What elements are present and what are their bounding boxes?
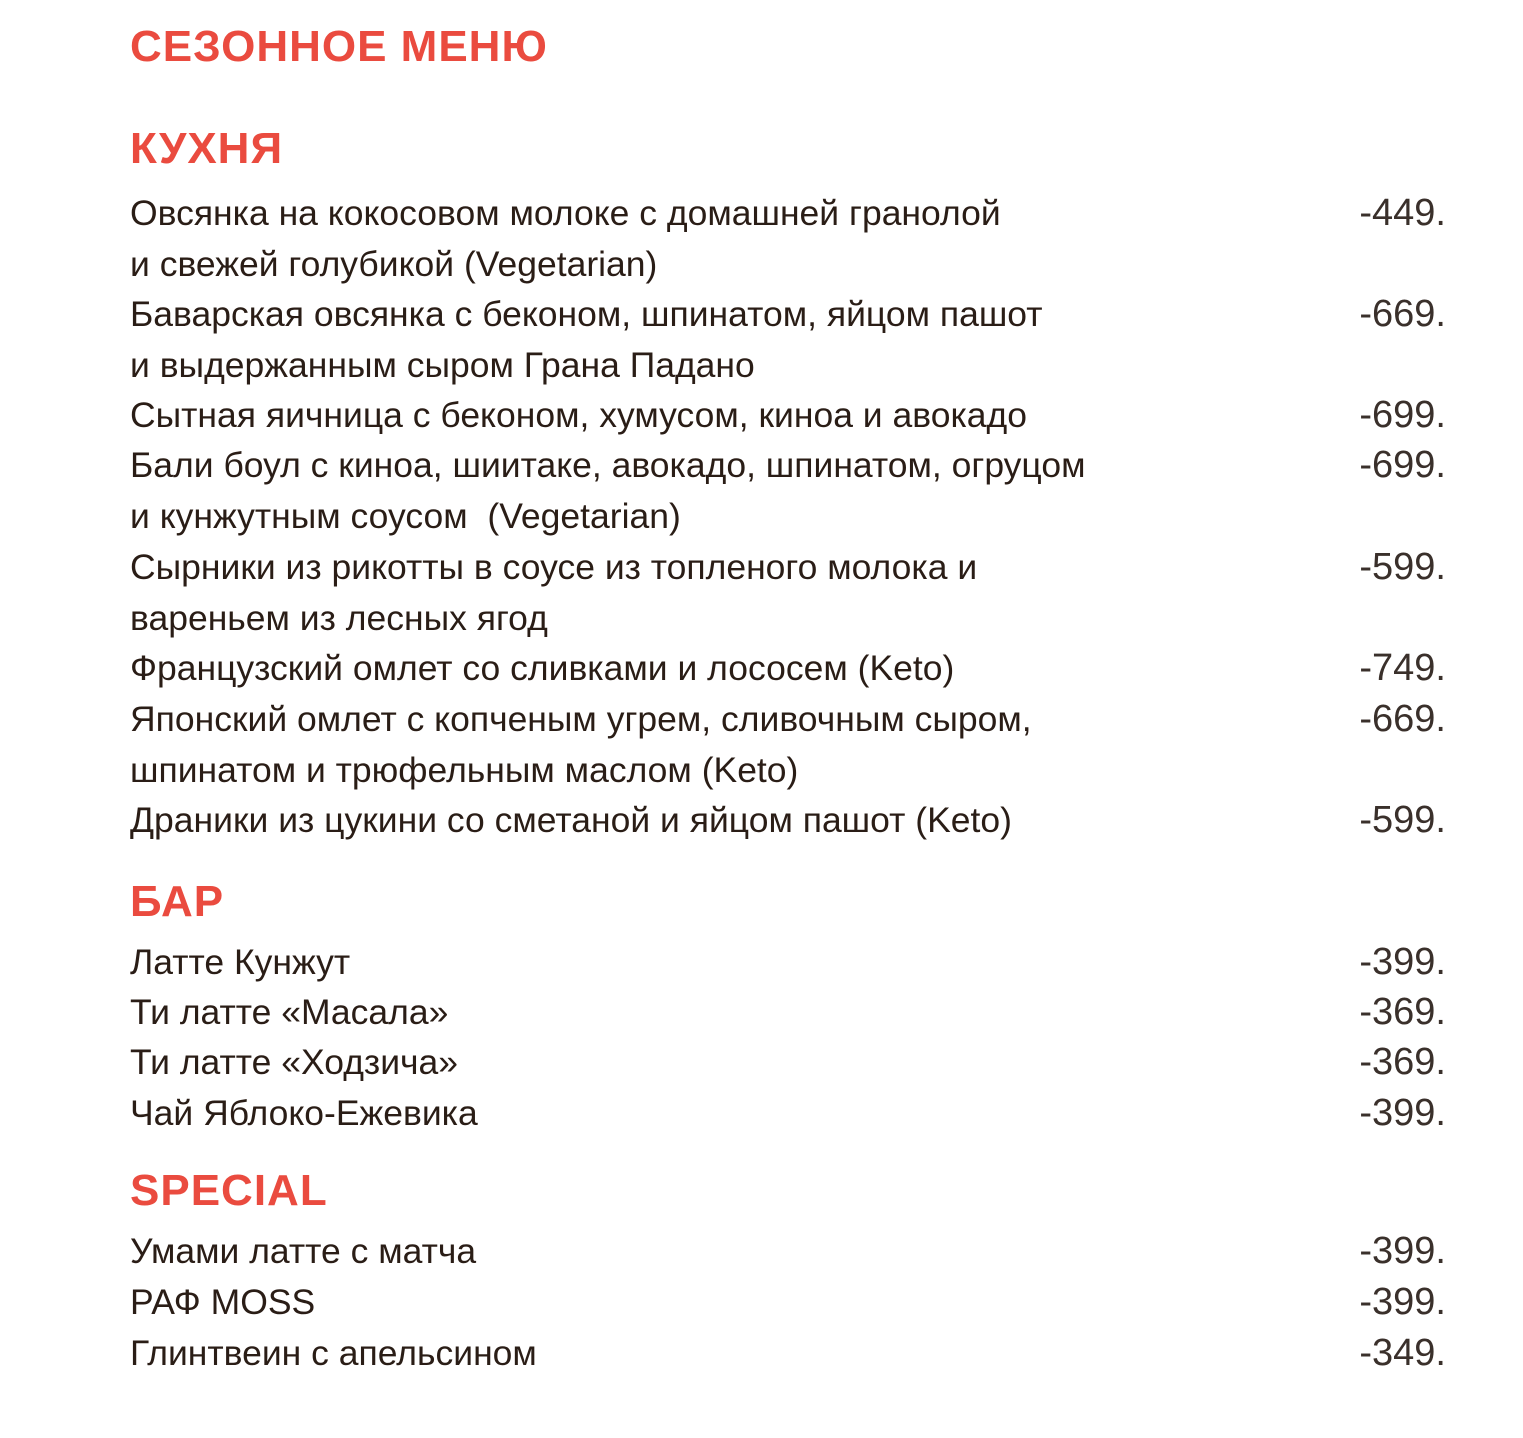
menu-item — [130, 987, 1446, 1038]
menu-item — [130, 694, 1446, 795]
item-price: -399. — [1359, 1092, 1446, 1134]
item-name: Чай Яблоко-Ежевика — [130, 1093, 478, 1133]
menu-item — [130, 1328, 1446, 1379]
item-price: -399. — [1359, 1230, 1446, 1272]
menu-item — [130, 440, 1446, 541]
menu-item — [130, 1088, 1446, 1139]
item-price: -399. — [1359, 1281, 1446, 1323]
item-price: -699. — [1359, 444, 1446, 486]
item-price: -349. — [1359, 1332, 1446, 1374]
item-price: -599. — [1359, 799, 1446, 841]
item-name: Сытная яичница с беконом, хумусом, киноа и авокадо — [130, 395, 1027, 435]
item-name: Французский омлет со сливками и лососем (Keto) — [130, 648, 955, 688]
item-name: Бали боул с киноа, шиитаке, авокадо, шпинатом, огруцом и кунжутным соусом (Vegetarian) — [130, 445, 1086, 536]
menu-item — [130, 390, 1446, 441]
menu-item — [130, 1226, 1446, 1277]
menu-item — [130, 542, 1446, 643]
menu-item — [130, 937, 1446, 988]
item-price: -599. — [1359, 546, 1446, 588]
item-name: Умами латте с матча — [130, 1231, 477, 1271]
item-name: Ти латте «Ходзича» — [130, 1042, 459, 1082]
menu-item — [130, 1037, 1446, 1088]
item-name: Драники из цукини со сметаной и яйцом пашот (Keto) — [130, 800, 1012, 840]
section-heading-bar: БАР — [130, 877, 225, 926]
item-price: -669. — [1359, 698, 1446, 740]
item-name: Овсянка на кокосовом молоке с домашней гранолой и свежей голубикой (Vegetarian) — [130, 193, 1001, 284]
item-name: Сырники из рикотты в соусе из топленого молока и вареньем из лесных ягод — [130, 547, 978, 638]
item-price: -699. — [1359, 394, 1446, 436]
item-price: -369. — [1359, 1041, 1446, 1083]
item-name: РАФ MOSS — [130, 1282, 316, 1322]
menu-item — [130, 188, 1446, 289]
page-title: СЕЗОННОЕ МЕНЮ — [130, 22, 548, 71]
menu-item — [130, 289, 1446, 390]
section-heading-kitchen: КУХНЯ — [130, 124, 284, 173]
item-name: Глинтвеин с апельсином — [130, 1333, 537, 1373]
item-price: -399. — [1359, 941, 1446, 983]
menu-item — [130, 795, 1446, 846]
section-heading-special: SPECIAL — [130, 1166, 328, 1215]
item-price: -369. — [1359, 991, 1446, 1033]
menu-item — [130, 643, 1446, 694]
item-name: Баварская овсянка с беконом, шпинатом, яйцом пашот и выдержанным сыром Грана Падано — [130, 294, 1043, 385]
item-price: -749. — [1359, 647, 1446, 689]
item-name: Японский омлет с копченым угрем, сливочным сыром, шпинатом и трюфельным маслом (Keto) — [130, 699, 1032, 790]
menu-item — [130, 1277, 1446, 1328]
item-price: -449. — [1359, 192, 1446, 234]
item-name: Ти латте «Масала» — [130, 992, 449, 1032]
item-price: -669. — [1359, 293, 1446, 335]
item-name: Латте Кунжут — [130, 942, 351, 982]
